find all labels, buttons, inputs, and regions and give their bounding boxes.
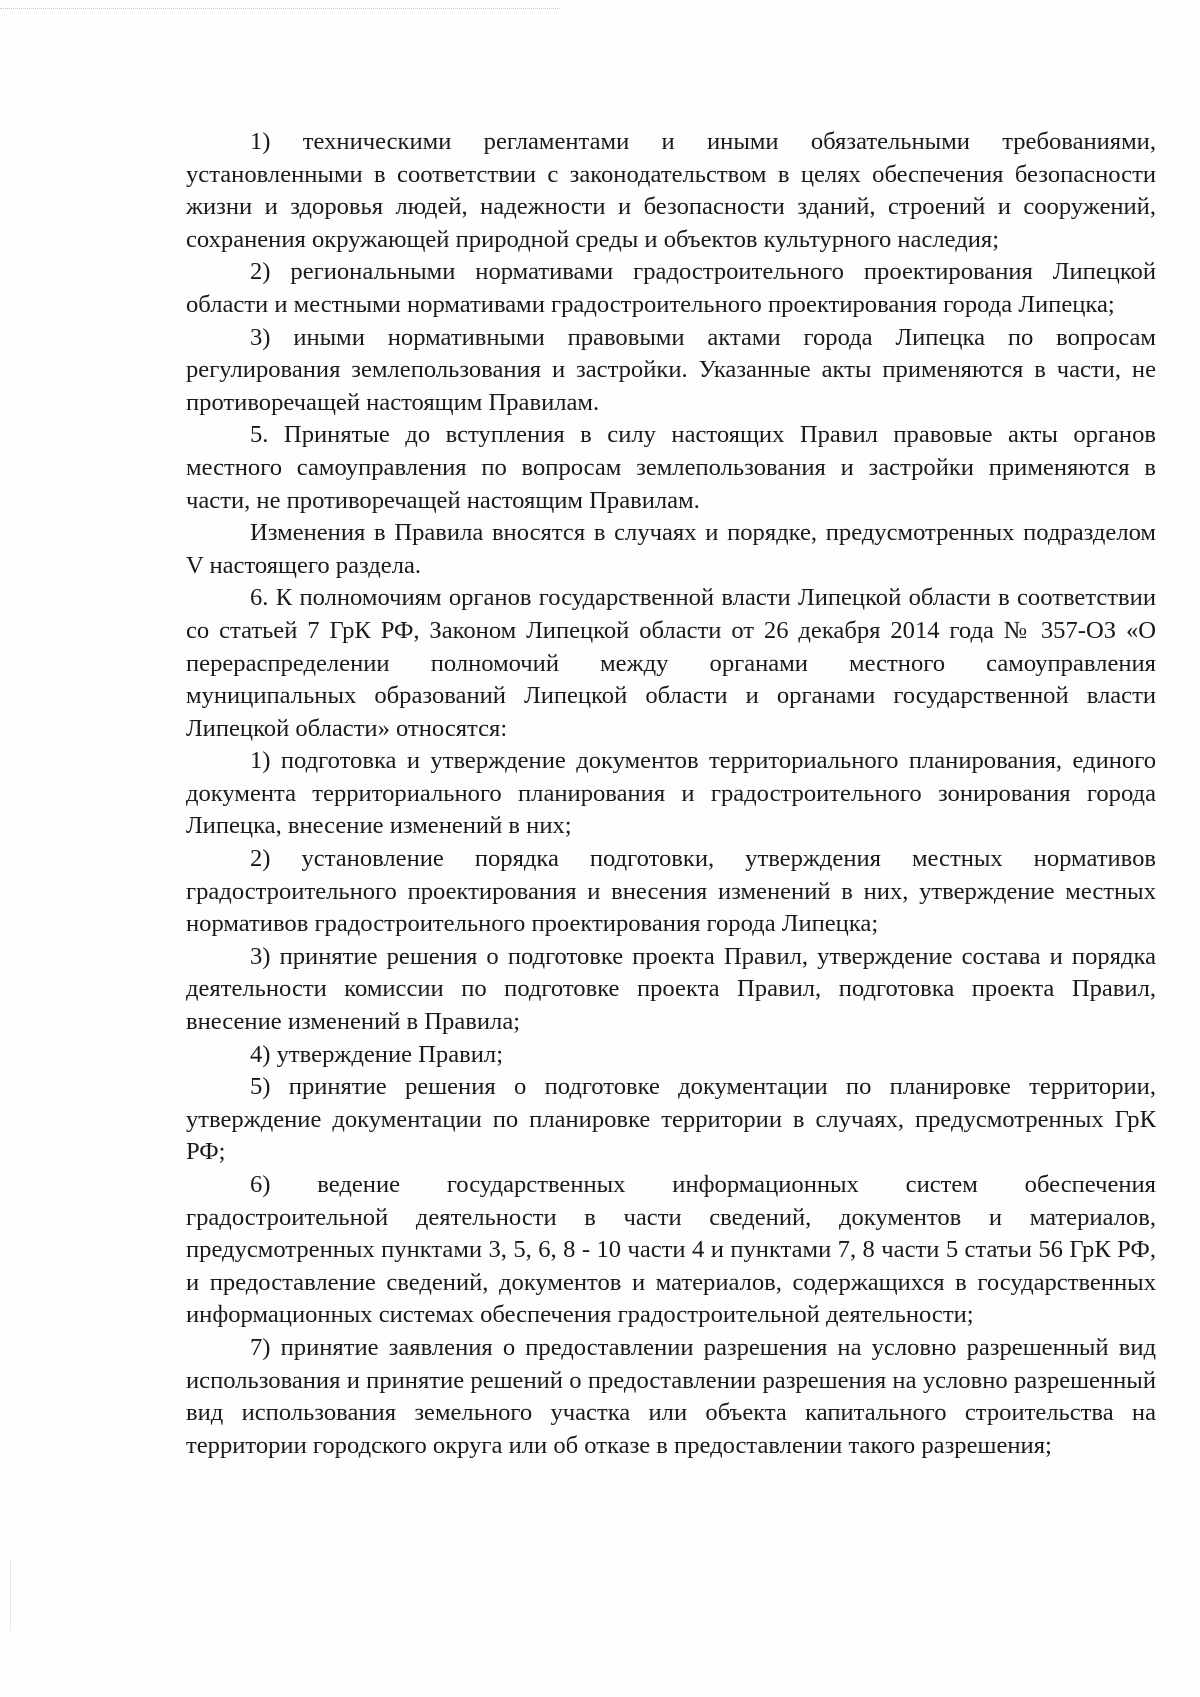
scan-edge-mark (10, 1560, 11, 1630)
document-body (186, 126, 1156, 1462)
paragraph-1-technical-regulations: 1) техническими регламентами и иными обязательными требованиями, установленными в соответствии с законодательством в целях обеспечения безопасности жизни и здоровья людей, надежности и безопасности зданий, строений и сооружений, сохранения окружающей природной среды и объектов культурного наследия; (186, 128, 1156, 253)
paragraph-6-4-rules-approval: 4) утверждение Правил; (250, 1040, 504, 1068)
paragraph-6-5-planning-documentation: 5) принятие решения о подготовке документации по планировке территории, утверждение документации по планировке территории в случаях, предусмотренных ГрК РФ; (186, 1073, 1156, 1166)
paragraph-2-regional-norms: 2) региональными нормативами градостроительного проектирования Липецкой области и местными нормативами градостроительного проектирования города Липецка; (186, 258, 1156, 318)
scan-edge-line (0, 8, 560, 9)
paragraph-3-other-acts: 3) иными нормативными правовыми актами города Липецка по вопросам регулирования землепользования и застройки. Указанные акты применяются в части, не противоречащей настоящим Правилам. (186, 323, 1156, 416)
paragraph-amendments: Изменения в Правила вносятся в случаях и порядке, предусмотренных подразделом V настоящего раздела. (186, 519, 1156, 579)
paragraph-item-5: 5. Принятые до вступления в силу настоящих Правил правовые акты органов местного самоуправления по вопросам землепользования и застройки применяются в части, не противоречащей настоящим Правилам. (186, 421, 1156, 514)
paragraph-6-1-territorial-planning: 1) подготовка и утверждение документов территориального планирования, единого документа территориального планирования и градостроительного зонирования города Липецка, внесение изменений в них; (186, 747, 1156, 840)
paragraph-6-6-information-systems: 6) ведение государственных информационных систем обеспечения градостроительной деятельности в части сведений, документов и материалов, предусмотренных пунктами 3, 5, 6, 8 - 10 части 4 и пунктами 7, 8 части 5 статьи 56 ГрК РФ, и предоставление сведений, документов и материалов, содержащихся в государственных информационных системах обеспечения градостроительной деятельности; (186, 1171, 1156, 1329)
paragraph-6-7-conditional-use-permit: 7) принятие заявления о предоставлении разрешения на условно разрешенный вид использования и принятие решений о предоставлении разрешения на условно разрешенный вид использования земельного участка или объекта капитального строительства на территории городского округа или об отказе в предоставлении такого разрешения; (186, 1333, 1156, 1459)
paragraph-item-6: 6. К полномочиям органов государственной власти Липецкой области в соответствии со статьей 7 ГрК РФ, Законом Липецкой области от 26 декабря 2014 года № 357-ОЗ «О перераспределении полномочий между органами местного самоуправления муниципальных образований Липецкой области и органами государственной власти Липецкой области» относятся: (186, 584, 1156, 742)
paragraph-6-2-local-norms: 2) установление порядка подготовки, утверждения местных нормативов градостроительного проектирования и внесения изменений в них, утверждение местных нормативов градостроительного проектирования города Липецка; (186, 845, 1156, 938)
paragraph-6-3-rules-project: 3) принятие решения о подготовке проекта Правил, утверждение состава и порядка деятельности комиссии по подготовке проекта Правил, подготовка проекта Правил, внесение изменений в Правила; (186, 942, 1156, 1036)
